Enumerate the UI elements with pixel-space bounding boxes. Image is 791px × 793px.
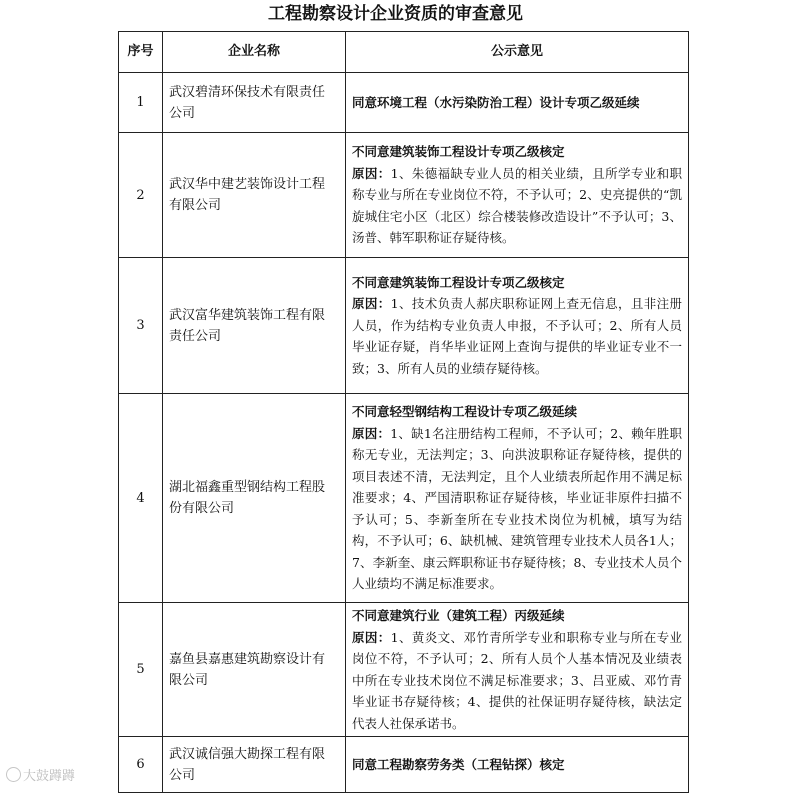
opinion-cell — [346, 394, 689, 603]
table-row — [119, 258, 689, 394]
header-company-name: 企业名称 — [163, 32, 346, 73]
company-name: 武汉华中建艺装饰设计工程有限公司 — [163, 133, 346, 258]
row-number: 4 — [119, 394, 163, 603]
decision-text: 不同意建筑行业（建筑工程）丙级延续 — [352, 608, 565, 623]
header-opinion: 公示意见 — [346, 32, 689, 73]
company-name: 武汉碧清环保技术有限责任公司 — [163, 73, 346, 133]
reason-label: 原因： — [352, 165, 391, 181]
row-number: 2 — [119, 133, 163, 258]
reason-detail: 1、黄炎文、邓竹青所学专业和职称专业与所在专业岗位不符，不予认可；2、所有人员个人基本情况及业绩表中所在专业技术岗位不满足标准要求；3、吕亚威、邓竹青毕业证书存疑待核；4、提供的社保证明存疑待核，缺法定代表人社保承诺书。 — [352, 629, 682, 731]
table-row — [119, 73, 689, 133]
reason-label: 原因： — [352, 296, 391, 312]
reason-detail: 1、技术负责人郝庆职称证网上查无信息，且非注册人员，作为结构专业负责人申报，不予认可；2、所有人员毕业证存疑，肖华毕业证网上查询与提供的毕业证专业不一致；3、所有人员的业绩存疑待核。 — [352, 296, 682, 376]
header-row — [119, 32, 689, 73]
row-number: 1 — [119, 73, 163, 133]
watermark — [6, 765, 75, 784]
table-row — [119, 394, 689, 603]
opinion-cell — [346, 258, 689, 394]
row-number: 5 — [119, 603, 163, 737]
reason-text — [352, 627, 682, 735]
reason-detail: 1、缺1名注册结构工程师，不予认可；2、赖年胜职称无专业，无法判定；3、向洪波职称证存疑待核，提供的项目表述不清，无法判定，且个人业绩表所起作用不满足标准要求；4、严国清职称证存疑待核，毕业证非原件扫描不予认可；5、李新奎所在专业技术岗位为机械，填写为结构，不予认可；6、缺机械、建筑管理专业技术人员各1人；7、李新奎、康云辉职称证书存疑待核；8、专业技术人员个人业绩均不满足标准要求。 — [352, 425, 682, 592]
row-number: 3 — [119, 258, 163, 394]
decision-text: 同意工程勘察劳务类（工程钻探）核定 — [352, 756, 565, 772]
header-no: 序号 — [119, 32, 163, 73]
company-name: 武汉富华建筑装饰工程有限责任公司 — [163, 258, 346, 394]
table-row — [119, 603, 689, 737]
reason-label: 原因： — [352, 629, 391, 645]
reason-detail: 1、朱德福缺专业人员的相关业绩，且所学专业和职称专业与所在专业岗位不符，不予认可；2、史亮提供的“凯旋城住宅小区（北区）综合楼装修改造设计”不予认可；3、汤普、韩军职称证存疑待核。 — [352, 165, 682, 246]
reason-label: 原因： — [352, 425, 391, 441]
watermark-text: 大鼓蹲蹲 — [23, 769, 76, 784]
company-name: 湖北福鑫重型钢结构工程股份有限公司 — [163, 394, 346, 603]
document-title: 工程勘察设计企业资质的审查意见 — [268, 4, 523, 24]
opinion-cell — [346, 73, 689, 133]
opinion-cell — [346, 737, 689, 793]
reason-text — [352, 423, 682, 595]
decision-text: 同意环境工程（水污染防治工程）设计专项乙级延续 — [352, 94, 640, 110]
company-name: 嘉鱼县嘉惠建筑勘察设计有限公司 — [163, 603, 346, 737]
opinion-cell — [346, 603, 689, 737]
reason-text — [352, 163, 682, 249]
reason-text — [352, 293, 682, 379]
decision-text: 不同意建筑装饰工程设计专项乙级核定 — [352, 144, 565, 160]
row-number: 6 — [119, 737, 163, 793]
company-name: 武汉诚信强大勘探工程有限公司 — [163, 737, 346, 793]
decision-text: 不同意轻型钢结构工程设计专项乙级延续 — [352, 404, 578, 420]
decision-text: 不同意建筑装饰工程设计专项乙级核定 — [352, 274, 565, 290]
watermark-logo-icon — [6, 767, 21, 782]
opinion-cell — [346, 133, 689, 258]
table-row — [119, 133, 689, 258]
table-row — [119, 737, 689, 793]
review-table — [118, 31, 689, 793]
